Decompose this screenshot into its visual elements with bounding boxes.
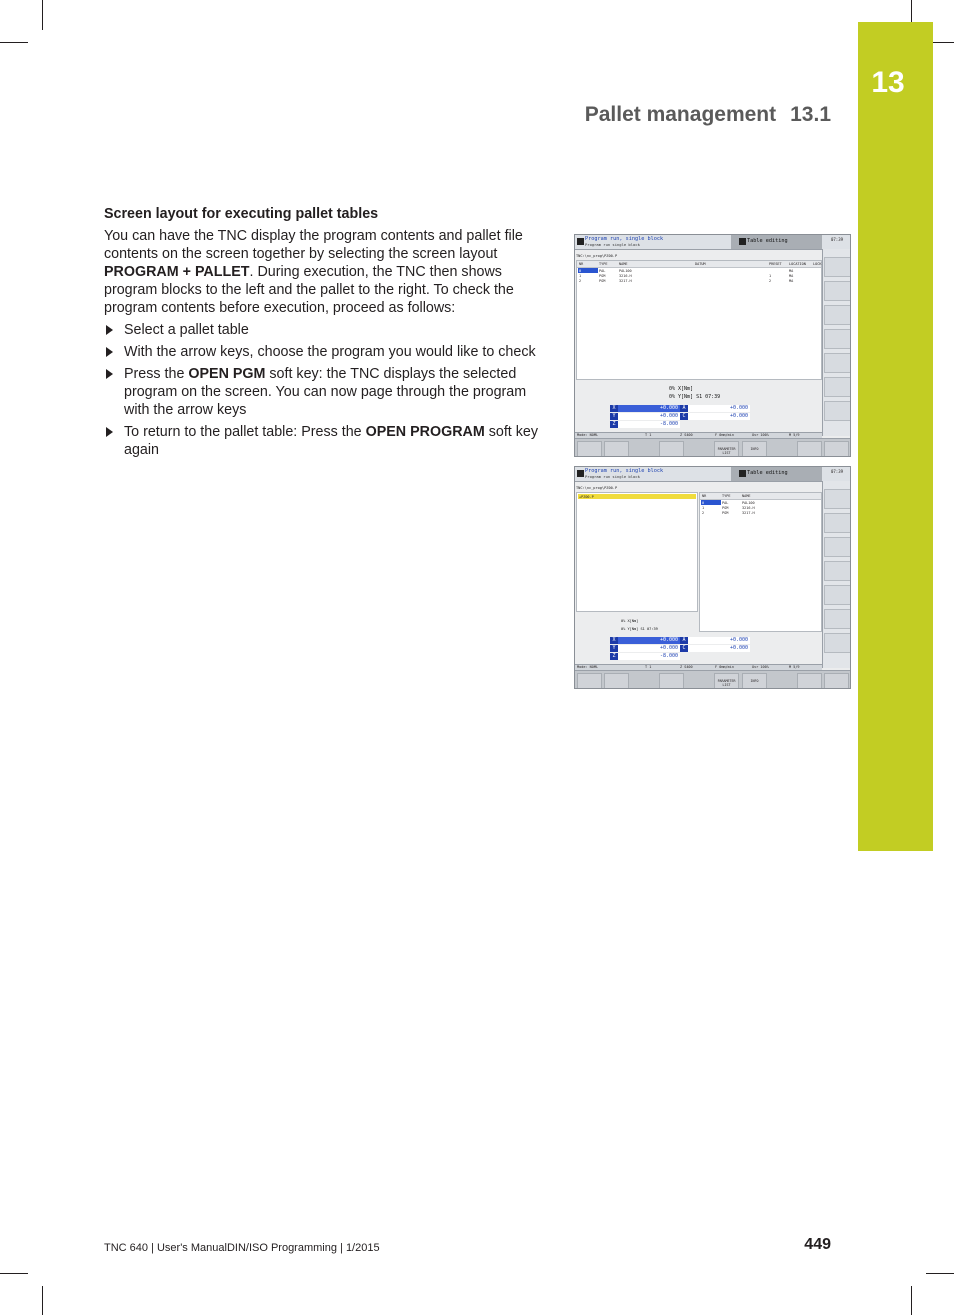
side-softkey[interactable] xyxy=(824,401,851,421)
table-header: NR TYPE NAME DATUM PRESET LOCATION LOCK xyxy=(579,262,822,266)
table-editing-icon xyxy=(739,238,746,245)
page-footer: TNC 640 | User's ManualDIN/ISO Programming | 1/2015 xyxy=(104,1242,380,1254)
operating-sub-mode: Program run single block xyxy=(585,474,640,479)
parameter-list-softkey[interactable]: PARAMETER LIST xyxy=(714,441,739,457)
tnc-screenshot-program-pallet xyxy=(574,466,851,689)
status-line-2: 0% Y[Nm] S1 07:39 xyxy=(669,394,721,400)
status-line-1: 0% X[Nm] xyxy=(621,619,639,623)
programming-mode: Table editing xyxy=(747,470,788,476)
softkey[interactable] xyxy=(604,441,629,457)
softkey[interactable] xyxy=(824,441,849,457)
crop-mark xyxy=(926,1273,954,1274)
parameter-list-softkey[interactable]: PARAMETER LIST xyxy=(714,673,739,689)
axis-label: Z xyxy=(610,653,618,660)
status-bar: Mode: NOML T 1 Z S400 F 0mm/min Ovr 100% M 5/9 xyxy=(575,432,822,439)
program-line: +PZ00.P xyxy=(579,495,594,499)
axis-label: Y xyxy=(610,413,618,420)
step-item: With the arrow keys, choose the program you would like to check xyxy=(104,343,540,361)
running-header xyxy=(585,103,831,127)
axis-value: +0.000 xyxy=(688,637,750,644)
programming-mode: Table editing xyxy=(747,238,788,244)
program-run-icon xyxy=(577,238,584,245)
table-row[interactable]: 2 PGM 3217.H 2 MA xyxy=(579,279,794,283)
vertical-softkey-bar xyxy=(822,249,851,436)
section-heading: Screen layout for executing pallet tables xyxy=(104,206,379,222)
softkey[interactable] xyxy=(824,673,849,689)
step-item: To return to the pallet table: Press the OPEN PROGRAM soft key again xyxy=(104,423,540,459)
step-list xyxy=(104,321,540,459)
side-softkey[interactable] xyxy=(824,329,851,349)
axis-label: X xyxy=(610,405,618,412)
header-section: 13.1 xyxy=(790,103,831,126)
step-item: Press the OPEN PGM soft key: the TNC displays the selected program on the screen. You can now page through the program with the arrow keys xyxy=(104,365,540,419)
triangle-bullet-icon xyxy=(106,427,113,437)
info-softkey[interactable]: INFO xyxy=(742,441,767,457)
intro-paragraph: You can have the TNC display the program contents and pallet file contents on the screen together by selecting the screen layout PROGRAM + PALLET. During execution, the TNC then shows program blocks to the left and the pallet to the right. To check the program contents before execution, proceed as follows: xyxy=(104,228,523,316)
softkey[interactable] xyxy=(659,441,684,457)
axis-value: +0.000 xyxy=(688,645,750,652)
operating-mode: Program run, single block xyxy=(585,468,664,474)
axis-value: +0.000 xyxy=(688,413,750,420)
tnc-header xyxy=(575,467,822,482)
axis-label: Z xyxy=(610,421,618,428)
triangle-bullet-icon xyxy=(106,369,113,379)
softkey-row xyxy=(575,438,851,457)
crop-mark xyxy=(0,42,28,43)
tnc-header xyxy=(575,235,822,250)
axis-value: -8.000 xyxy=(618,653,680,660)
table-row[interactable]: 0 PAL PAL100 MA xyxy=(579,269,794,273)
operating-mode: Program run, single block xyxy=(585,236,664,242)
softkey[interactable] xyxy=(577,673,602,689)
axis-value: +0.000 xyxy=(618,405,680,412)
axis-value: +0.000 xyxy=(618,645,680,652)
program-pane[interactable] xyxy=(576,492,698,612)
programming-mode-panel xyxy=(731,467,822,481)
side-softkey[interactable] xyxy=(824,537,851,557)
axis-label: A xyxy=(680,637,688,644)
axis-label: X xyxy=(610,637,618,644)
side-softkey[interactable] xyxy=(824,489,851,509)
crop-mark xyxy=(42,1286,43,1315)
status-line-2: 0% Y[Nm] S1 07:39 xyxy=(621,627,658,631)
triangle-bullet-icon xyxy=(106,347,113,357)
file-path: TNC:\nc_prog\PZ00.P xyxy=(576,254,618,258)
side-softkey[interactable] xyxy=(824,305,851,325)
pallet-table[interactable] xyxy=(576,260,822,380)
file-path: TNC:\nc_prog\PZ00.P xyxy=(576,486,618,490)
status-line-1: 0% X[Nm] xyxy=(669,386,694,392)
program-run-icon xyxy=(577,470,584,477)
status-bar: Mode: NOML T 1 Z S400 F 0mm/min Ovr 100% M 5/9 xyxy=(575,664,822,671)
table-row[interactable]: 1 PGM 3216.H 1 MA xyxy=(579,274,794,278)
axis-value: -8.000 xyxy=(618,421,680,428)
side-softkey[interactable] xyxy=(824,585,851,605)
clock: 07:39 xyxy=(822,235,851,249)
chapter-number: 13 xyxy=(871,66,905,99)
axis-value: +0.000 xyxy=(688,405,750,412)
axis-value: +0.000 xyxy=(618,637,680,644)
axis-label: Y xyxy=(610,645,618,652)
table-row[interactable]: 1 PGM 3216.H xyxy=(702,506,755,510)
axis-label: A xyxy=(680,405,688,412)
main-content xyxy=(104,205,540,463)
vertical-softkey-bar xyxy=(822,481,851,668)
tnc-screenshot-pallet-table xyxy=(574,234,851,457)
side-softkey[interactable] xyxy=(824,609,851,629)
operating-sub-mode: Program run single block xyxy=(585,242,640,247)
crop-mark xyxy=(42,0,43,30)
side-softkey[interactable] xyxy=(824,633,851,653)
programming-mode-panel xyxy=(731,235,822,249)
side-softkey[interactable] xyxy=(824,257,851,277)
step-item: Select a pallet table xyxy=(104,321,540,339)
side-softkey[interactable] xyxy=(824,561,851,581)
side-softkey[interactable] xyxy=(824,281,851,301)
side-softkey[interactable] xyxy=(824,513,851,533)
softkey[interactable] xyxy=(797,441,822,457)
table-row[interactable]: 2 PGM 3217.H xyxy=(702,511,755,515)
header-title: Pallet management xyxy=(584,103,777,126)
softkey[interactable] xyxy=(577,441,602,457)
page-number: 449 xyxy=(804,1236,831,1253)
softkey[interactable] xyxy=(797,673,822,689)
clock: 07:39 xyxy=(822,467,851,481)
chapter-tab xyxy=(858,22,933,851)
triangle-bullet-icon xyxy=(106,325,113,335)
info-softkey[interactable]: INFO xyxy=(742,673,767,689)
side-softkey[interactable] xyxy=(824,377,851,397)
pallet-table[interactable] xyxy=(699,492,822,632)
crop-mark xyxy=(0,1273,28,1274)
axis-label: C xyxy=(680,413,688,420)
side-softkey[interactable] xyxy=(824,353,851,373)
table-header: NR TYPE NAME xyxy=(700,493,821,500)
table-row[interactable]: 0 PAL PAL100 xyxy=(702,501,755,505)
axis-label: C xyxy=(680,645,688,652)
softkey[interactable] xyxy=(604,673,629,689)
softkey[interactable] xyxy=(659,673,684,689)
table-editing-icon xyxy=(739,470,746,477)
axis-value: +0.000 xyxy=(618,413,680,420)
crop-mark xyxy=(911,1286,912,1315)
softkey-row xyxy=(575,670,851,689)
